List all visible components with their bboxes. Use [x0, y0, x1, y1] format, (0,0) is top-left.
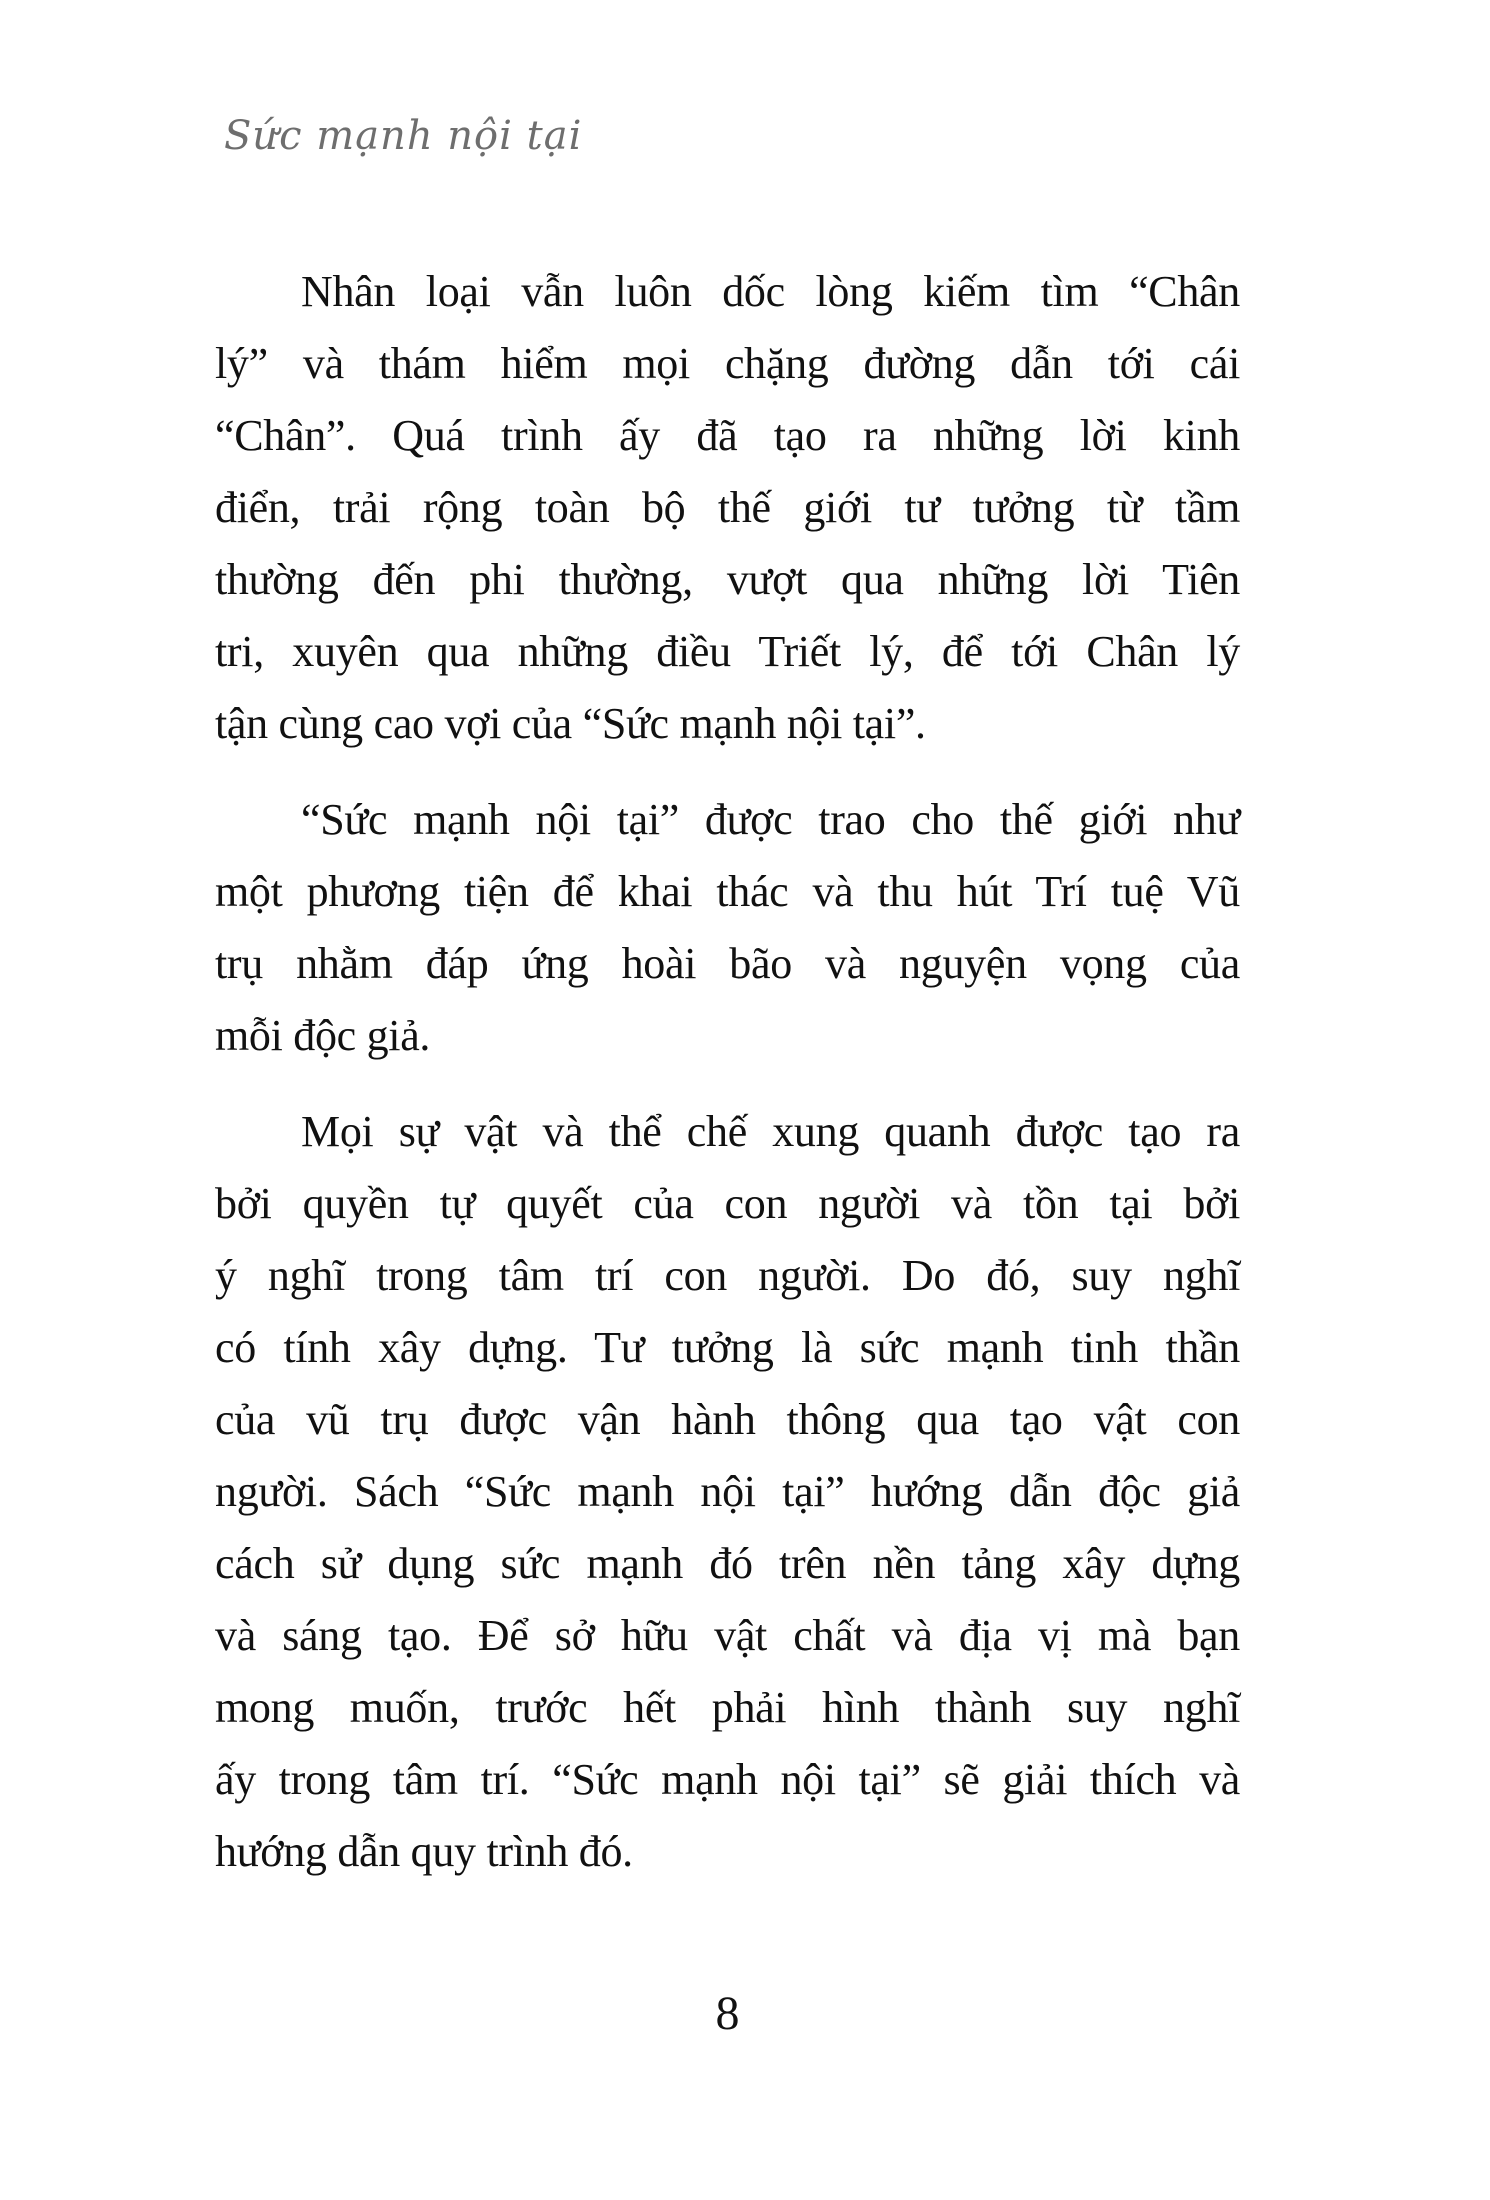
text-line: ý nghĩ trong tâm trí con người. Do đó, suy nghĩ [215, 1251, 1240, 1300]
paragraph [215, 784, 1240, 1072]
text-line: có tính xây dựng. Tư tưởng là sức mạnh tinh thần [215, 1323, 1240, 1372]
text-line: bởi quyền tự quyết của con người và tồn tại bởi [215, 1179, 1240, 1228]
text-line: điển, trải rộng toàn bộ thế giới tư tưởng từ tầm [215, 483, 1240, 532]
text-line: tận cùng cao vợi của “Sức mạnh nội tại”. [215, 699, 926, 748]
text-line: thường đến phi thường, vượt qua những lời Tiên [215, 555, 1240, 604]
body-text [215, 256, 1240, 1912]
text-line: Nhân loại vẫn luôn dốc lòng kiếm tìm “Chân [301, 267, 1240, 316]
text-line: lý” và thám hiểm mọi chặng đường dẫn tới cái [215, 339, 1240, 388]
running-header: Sức mạnh nội tại [224, 113, 583, 159]
text-line: ấy trong tâm trí. “Sức mạnh nội tại” sẽ giải thích và [215, 1755, 1240, 1804]
text-line: cách sử dụng sức mạnh đó trên nền tảng xây dựng [215, 1539, 1240, 1588]
text-line: một phương tiện để khai thác và thu hút Trí tuệ Vũ [215, 867, 1240, 916]
text-line: người. Sách “Sức mạnh nội tại” hướng dẫn độc giả [215, 1467, 1240, 1516]
text-line: mong muốn, trước hết phải hình thành suy nghĩ [215, 1683, 1240, 1732]
text-line: “Chân”. Quá trình ấy đã tạo ra những lời kinh [215, 411, 1240, 460]
text-line: hướng dẫn quy trình đó. [215, 1827, 633, 1876]
paragraph [215, 1096, 1240, 1888]
page-number: 8 [715, 1987, 740, 2040]
text-line: tri, xuyên qua những điều Triết lý, để tới Chân lý [215, 627, 1240, 676]
text-line: mỗi độc giả. [215, 1011, 431, 1060]
text-line: Mọi sự vật và thể chế xung quanh được tạo ra [301, 1107, 1240, 1156]
text-line: và sáng tạo. Để sở hữu vật chất và địa vị mà bạn [215, 1611, 1240, 1660]
paragraph [215, 256, 1240, 760]
text-line: “Sức mạnh nội tại” được trao cho thế giới như [301, 795, 1240, 844]
text-line: trụ nhằm đáp ứng hoài bão và nguyện vọng của [215, 939, 1240, 988]
text-line: của vũ trụ được vận hành thông qua tạo vật con [215, 1395, 1240, 1444]
